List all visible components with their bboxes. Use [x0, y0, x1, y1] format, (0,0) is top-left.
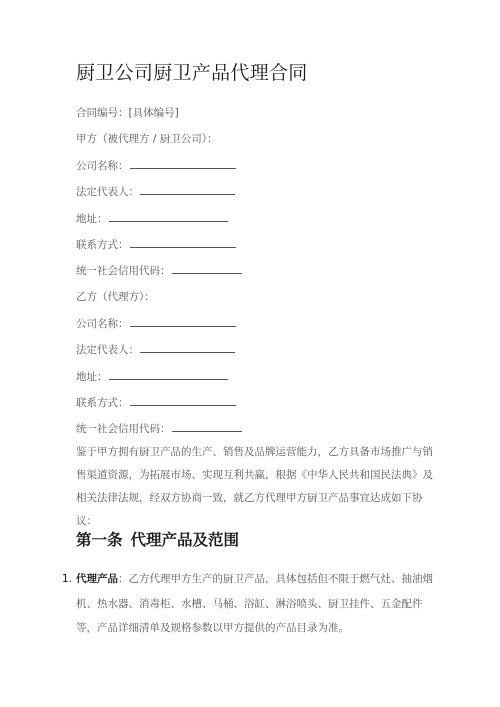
party-a-company-field: [76, 158, 236, 173]
list-item-body: [62, 567, 438, 641]
party-a-credit-code-label: 统一社会信用代码：: [76, 265, 171, 277]
party-a-contact-field: [76, 237, 236, 252]
party-a-address-blank[interactable]: [109, 211, 228, 222]
article-1-title: 代理产品及范围: [130, 531, 240, 549]
party-b-contact-label: 联系方式：: [76, 397, 129, 409]
party-a-legal-rep-field: [76, 184, 235, 199]
list-item-text: ：乙方代理甲方生产的厨卫产品，具体包括但不限于燃气灶、抽油烟机、热水器、消毒柜、水槽、马桶、浴缸、淋浴喷头、厨卫挂件、五金配件等，产品详细清单及规格参数以甲方提供的产品目录为准。: [76, 573, 433, 634]
party-a-contact-blank[interactable]: [130, 237, 236, 248]
party-a-address-field: [76, 211, 228, 226]
party-a-company-blank[interactable]: [130, 158, 236, 169]
party-a-company-label: 公司名称：: [76, 160, 129, 172]
party-b-legal-rep-blank[interactable]: [140, 342, 235, 353]
party-b-contact-blank[interactable]: [130, 395, 236, 406]
list-item-marker: 1.: [62, 573, 73, 585]
article-1-heading: [76, 528, 239, 550]
party-b-contact-field: [76, 395, 236, 410]
article-1-number: 第一条: [76, 531, 123, 549]
party-a-address-label: 地址：: [76, 213, 108, 225]
party-b-address-label: 地址：: [76, 371, 108, 383]
party-a-heading: 甲方（被代理方 / 厨卫公司）：: [76, 133, 218, 145]
list-item: [62, 567, 438, 641]
party-b-company-blank[interactable]: [130, 316, 236, 327]
list-item-term: 代理产品: [76, 573, 118, 585]
party-b-credit-code-blank[interactable]: [172, 421, 242, 432]
party-b-legal-rep-field: [76, 342, 235, 357]
party-b-credit-code-field: [76, 421, 242, 436]
preamble-paragraph: 鉴于甲方拥有厨卫产品的生产、销售及品牌运营能力，乙方具备市场推广与销售渠道资源，为拓展市场、实现互利共赢，根据《中华人民共和国民法典》及相关法律法规，经双方协商一致，就乙方代理甲方厨卫产品事宜达成如下协议：: [76, 446, 433, 527]
party-b-credit-code-label: 统一社会信用代码：: [76, 423, 171, 435]
party-b-heading: 乙方（代理方）：: [76, 291, 155, 303]
party-a-contact-label: 联系方式：: [76, 239, 129, 251]
party-b-legal-rep-label: 法定代表人：: [76, 344, 139, 356]
contract-number: 合同编号：[具体编号]: [76, 107, 179, 119]
party-a-credit-code-field: [76, 263, 242, 278]
party-a-legal-rep-blank[interactable]: [140, 184, 235, 195]
party-b-address-field: [76, 369, 228, 384]
party-b-company-label: 公司名称：: [76, 318, 129, 330]
party-b-company-field: [76, 316, 236, 331]
document-title: 厨卫公司厨卫产品代理合同: [76, 62, 308, 84]
party-a-legal-rep-label: 法定代表人：: [76, 186, 139, 198]
party-b-address-blank[interactable]: [109, 369, 228, 380]
party-a-credit-code-blank[interactable]: [172, 263, 242, 274]
